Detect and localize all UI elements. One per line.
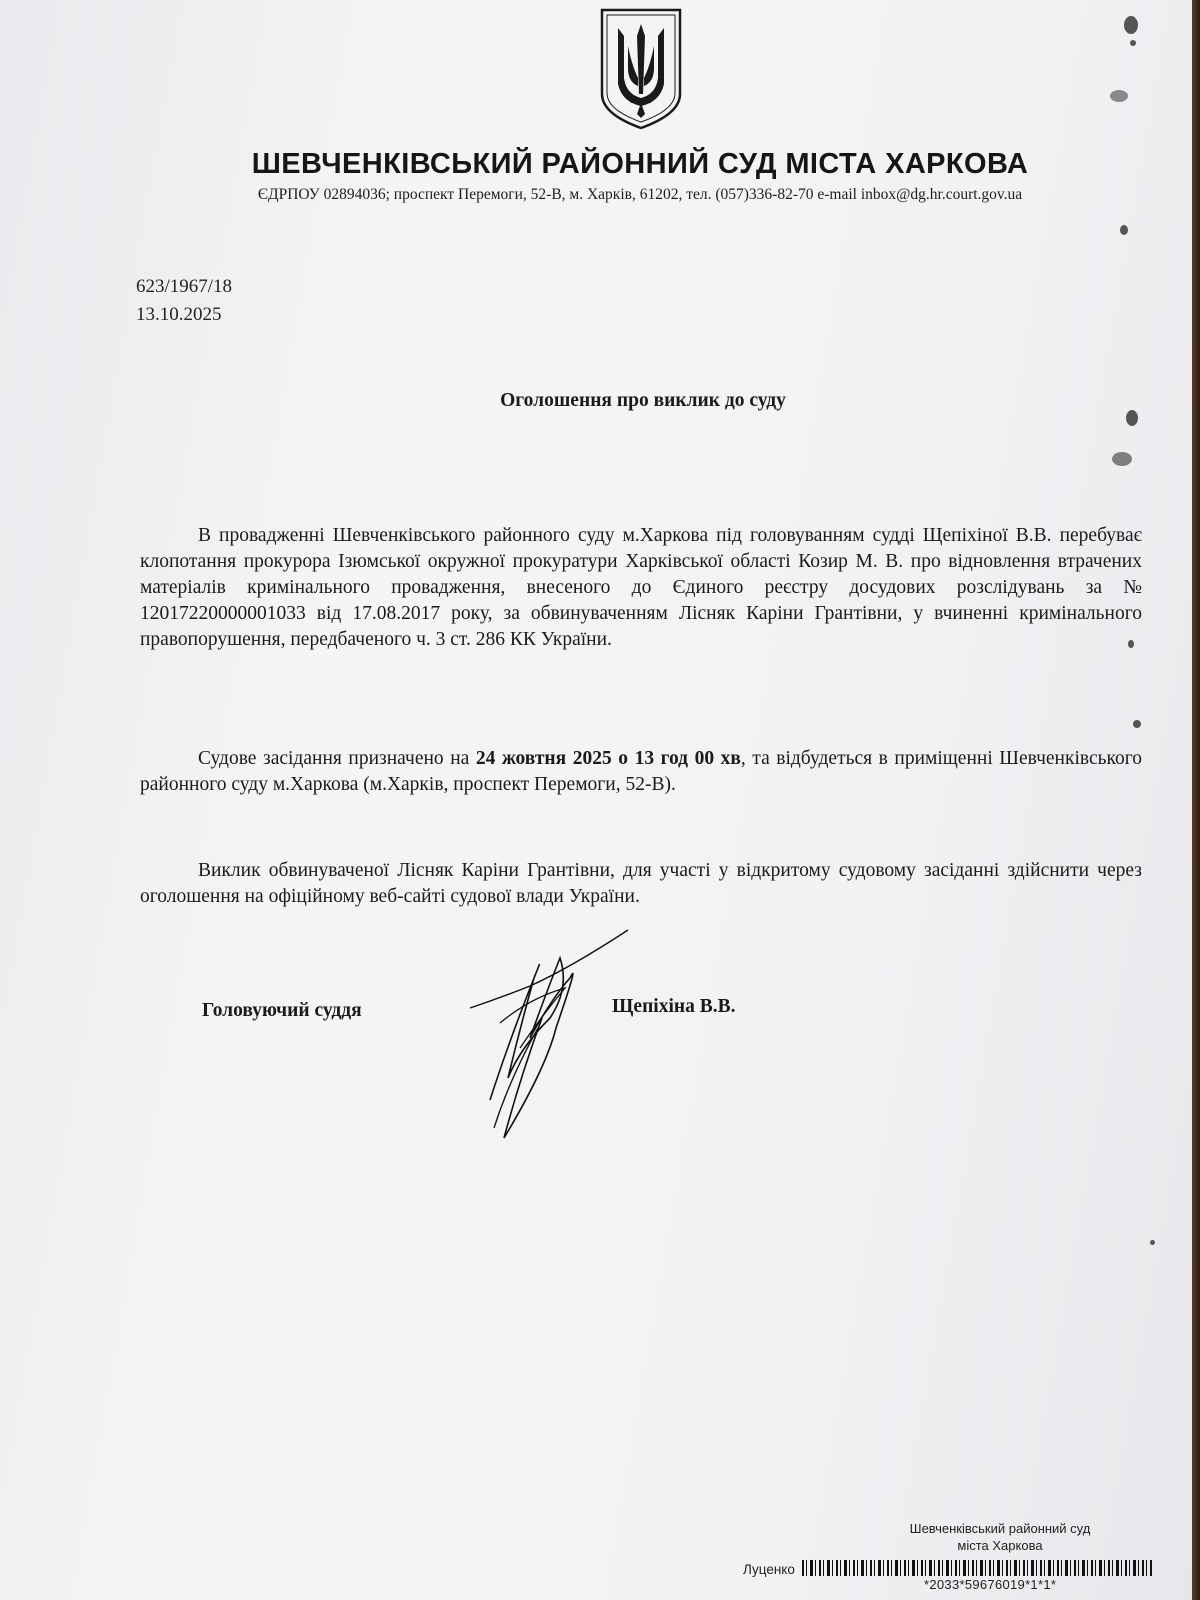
- ink-smudge: [1112, 452, 1132, 466]
- ink-smudge: [1133, 720, 1141, 728]
- document-date: 13.10.2025: [136, 304, 222, 325]
- judge-role: Головуючий суддя: [202, 1000, 362, 1021]
- court-stamp: [885, 1520, 1115, 1554]
- paragraph-proceedings: В провадженні Шевченківського районного суду м.Харкова під головуванням судді Щепіхіної В.В. перебуває клопотання прокурора Ізюмської окружної прокуратури Харківської області Козир М. В. про відновлення втрачених матеріалів кримінального провадження, внесеного до Єдиного реєстру досудових розслідувань за № 12017220000001033 від 17.08.2017 року, за обвинуваченням Лісняк Каріни Грантівни, у вчиненні кримінального правопорушення, передбаченого ч. 3 ст. 286 КК України.: [140, 525, 1142, 650]
- ink-smudge: [1130, 40, 1136, 46]
- background-edge: [1192, 0, 1200, 1600]
- hearing-datetime: 24 жовтня 2025 о 13 год 00 хв: [475, 748, 741, 769]
- court-contacts: ЄДРПОУ 02894036; проспект Перемоги, 52-В, м. Харків, 61202, тел. (057)336-82-70 e-mail inbox@dg.hr.court.gov.ua: [257, 186, 1023, 203]
- court-stamp-line1: Шевченківський районний суд: [909, 1521, 1091, 1536]
- ink-smudge: [1120, 225, 1128, 235]
- hearing-suffix: , та відбудеться в приміщенні Шевченківського районного суду м.Харкова (м.Харків, проспект Перемоги, 52-В).: [140, 748, 1142, 795]
- ink-smudge: [1150, 1240, 1155, 1245]
- paragraph-summons: Виклик обвинуваченої Лісняк Каріни Грантівни, для участі у відкритому судовому засіданні здійснити через оголошення на офіційному веб-сайті судової влади України.: [140, 860, 1142, 907]
- trident-coat-of-arms-icon: [598, 6, 684, 132]
- case-number: 623/1967/18: [136, 276, 233, 297]
- ink-smudge: [1126, 410, 1138, 426]
- handwritten-signature: [460, 928, 630, 1144]
- operator-name: Луценко: [743, 1562, 795, 1577]
- ink-smudge: [1128, 640, 1134, 648]
- barcode-number: *2033*59676019*1*1*: [924, 1577, 1057, 1592]
- ink-smudge: [1124, 16, 1138, 34]
- barcode: [802, 1560, 1152, 1576]
- paragraph-hearing: [140, 746, 1142, 798]
- hearing-prefix: Судове засідання призначено на: [198, 748, 470, 769]
- ink-smudge: [1110, 90, 1128, 102]
- judge-name: Щепіхіна В.В.: [612, 996, 736, 1017]
- document-title: Оголошення про виклик до суду: [500, 390, 786, 411]
- court-name: ШЕВЧЕНКІВСЬКИЙ РАЙОННИЙ СУД МІСТА ХАРКОВА: [251, 148, 1029, 180]
- court-stamp-line2: міста Харкова: [957, 1538, 1043, 1553]
